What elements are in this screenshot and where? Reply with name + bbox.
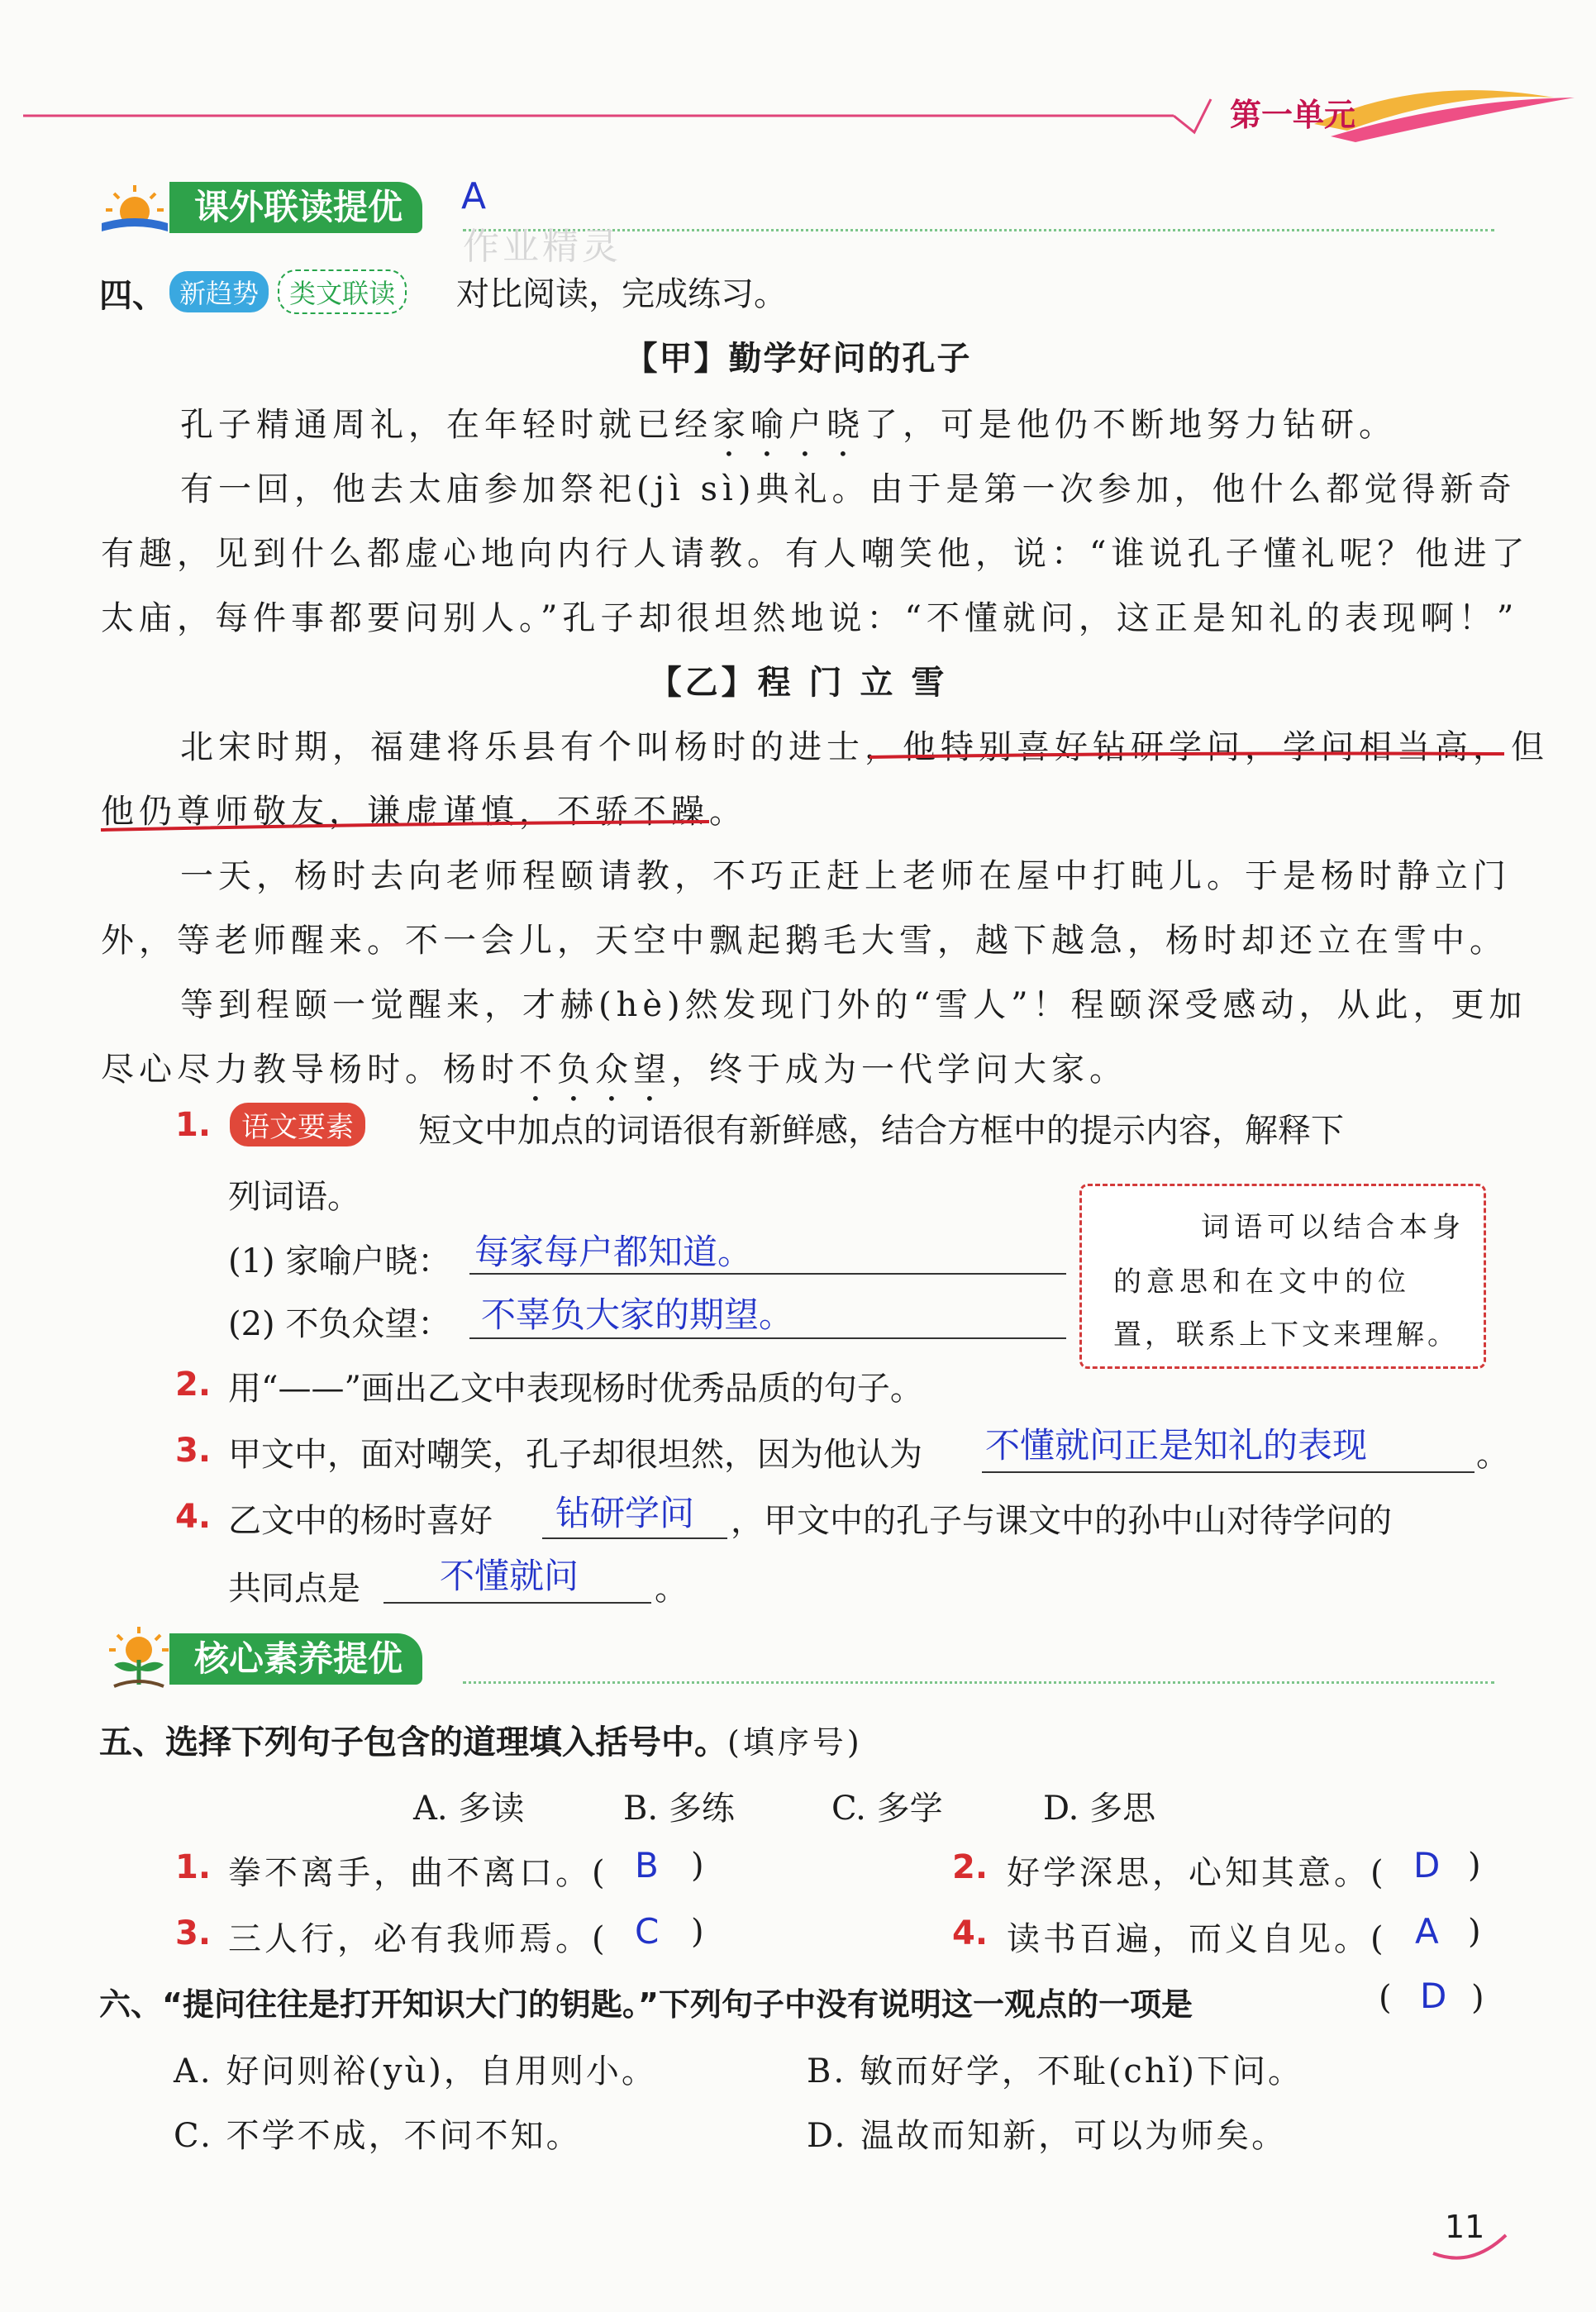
passage-b-paragraph-1-line-1: 北宋时期，福建将乐县有个叫杨时的进士，他特别喜好钻研学问，学问相当高，但	[180, 728, 1549, 766]
q6-option-b: B. 敏而好学，不耻(chǐ)下问。	[807, 2052, 1303, 2090]
passage-b-paragraph-2-line-2: 外，等老师醒来。不一会儿，天空中飘起鹅毛大雪，越下越急，杨时却还立在雪中。	[101, 922, 1508, 960]
passage-a-paragraph-2-line-1: 有一回，他去太庙参加祭祀(jì sì)典礼。由于是第一次参加，他什么都觉得新奇	[180, 470, 1517, 508]
item-2-label: (2) 不负众望：	[228, 1305, 451, 1343]
passage-a-paragraph-1: 孔子精通周礼，在年轻时就已经家喻户晓了，可是他仍不断地努力钻研。	[180, 406, 1397, 444]
dotted-word-jiayuhuxiao: 家喻户晓	[712, 406, 865, 444]
hint-line-3: 置，联系上下文来理解。	[1113, 1318, 1459, 1351]
section-banner-core-literacy: 核心素养提优	[169, 1633, 422, 1685]
subquestion-4-text-a: 乙文中的杨时喜好	[228, 1502, 493, 1540]
passage-a-paragraph-2-line-3: 太庙，每件事都要问别人。”孔子却很坦然地说：“不懂就问，这正是知礼的表现啊！”	[101, 599, 1519, 637]
subquestion-1-text-line-1: 短文中加点的词语很有新鲜感，结合方框中的提示内容，解释下	[418, 1112, 1344, 1150]
subquestion-2-text: 用“——”画出乙文中表现杨时优秀品质的句子。	[228, 1370, 923, 1408]
underlined-sentence-part-2: 他仍尊师敬友，谦虚谨慎，不骄不躁。	[101, 793, 747, 831]
answer-line-4a	[542, 1537, 727, 1539]
q6-open-paren: (	[1379, 1979, 1392, 2017]
passage-a-title: 【甲】勤学好问的孔子	[624, 339, 972, 378]
sprout-icon	[106, 1627, 172, 1688]
passage-b-paragraph-3-line-1: 等到程颐一觉醒来，才赫(hè)然发现门外的“雪人”！程颐深受感动，从此，更加	[180, 986, 1527, 1024]
answer-bufuzhongwang[interactable]: 不辜负大家的期望。	[481, 1294, 794, 1335]
subquestion-3-text: 甲文中，面对嘲笑，孔子却很坦然，因为他认为	[228, 1436, 922, 1474]
passage-b-title: 【乙】程 门 立 雪	[648, 663, 948, 702]
q5-item-1-text: 拳不离手，曲不离口。(	[228, 1854, 608, 1892]
answer-line-2	[469, 1337, 1066, 1339]
subquestion-3-number: 3.	[175, 1432, 212, 1470]
question-4-prompt: 对比阅读，完成练习。	[456, 275, 787, 313]
header-decoration	[0, 0, 1596, 157]
passage-b-paragraph-3-line-2: 尽心尽力教导杨时。杨时不负众望，终于成为一代学问大家。	[101, 1051, 1127, 1089]
answer-q3[interactable]: 不懂就问正是知礼的表现	[985, 1425, 1368, 1466]
hint-line-1: 词语可以结合本身	[1201, 1211, 1465, 1244]
q6-option-c: C. 不学不成，不问不知。	[174, 2117, 582, 2155]
q6-answer[interactable]: D	[1420, 1976, 1447, 2016]
subquestion-1-text-line-2: 列词语。	[228, 1178, 360, 1216]
section-divider-2	[463, 1681, 1494, 1684]
q6-option-d: D. 温故而知新，可以为师矣。	[807, 2117, 1288, 2155]
hint-line-2: 的意思和在文中的位	[1113, 1266, 1411, 1299]
q5-item-4-number: 4.	[952, 1914, 989, 1952]
q5-option-a: A. 多读	[413, 1790, 525, 1828]
subquestion-4-number: 4.	[175, 1498, 212, 1536]
answer-line-4b	[384, 1602, 651, 1604]
subquestion-4-end: 。	[655, 1570, 688, 1608]
q5-item-2-close: )	[1468, 1847, 1481, 1885]
q6-option-a: A. 好问则裕(yù)，自用则小。	[174, 2052, 657, 2090]
q5-item-1-close: )	[691, 1847, 704, 1885]
underlined-sentence-part-1: 他特别喜好钻研学问，学问相当高，但	[903, 728, 1549, 766]
red-underline-marks	[0, 744, 1596, 843]
answer-q4-b[interactable]: 不懂就问	[440, 1556, 579, 1596]
passage-a-paragraph-2-line-2: 有趣，见到什么都虚心地向内行人请教。有人嘲笑他，说：“谁说孔子懂礼呢？他进了	[101, 535, 1530, 573]
item-1-label: (1) 家喻户晓：	[228, 1242, 451, 1280]
q5-answer-4[interactable]: A	[1415, 1911, 1439, 1952]
unit-label: 第一单元	[1230, 97, 1356, 133]
question-5-title: 五、选择下列句子包含的道理填入括号中。(填序号)	[99, 1723, 863, 1761]
question-4-number: 四、	[99, 276, 165, 315]
dotted-word-bufuzhongwang: 不负众望	[519, 1051, 671, 1089]
answer-q4-a[interactable]: 钻研学问	[555, 1493, 695, 1533]
subquestion-4-text-c: 共同点是	[228, 1570, 360, 1608]
q5-option-b: B. 多练	[623, 1790, 735, 1828]
answer-line-3	[982, 1471, 1475, 1473]
sunrise-book-icon	[98, 180, 172, 238]
q5-item-3-number: 3.	[175, 1914, 212, 1952]
section-banner-reading: 课外联读提优	[169, 182, 422, 233]
tag-paired-reading: 类文联读	[278, 269, 407, 314]
answer-jiayuhuxiao[interactable]: 每家每户都知道。	[474, 1232, 753, 1272]
q5-item-3-close: )	[691, 1913, 704, 1951]
q5-answer-2[interactable]: D	[1413, 1845, 1441, 1885]
q5-answer-1[interactable]: B	[635, 1845, 659, 1885]
q5-answer-3[interactable]: C	[635, 1911, 660, 1952]
q5-item-4-text: 读书百遍，而义自见。(	[1007, 1920, 1387, 1958]
q5-option-c: C. 多学	[831, 1790, 943, 1828]
tag-new-trend: 新趋势	[169, 271, 269, 312]
q5-item-3-text: 三人行，必有我师焉。(	[228, 1920, 608, 1958]
q5-item-1-number: 1.	[175, 1848, 212, 1886]
subquestion-1-number: 1.	[175, 1106, 212, 1144]
page-number: 11	[1445, 2209, 1485, 2245]
hint-box	[1079, 1184, 1486, 1369]
q6-close-paren: )	[1471, 1979, 1484, 2017]
q5-option-d: D. 多思	[1043, 1790, 1156, 1828]
grade-mark: A	[461, 175, 487, 217]
subquestion-2-number: 2.	[175, 1366, 212, 1404]
subquestion-4-text-b: ，甲文中的孔子与课文中的孙中山对待学问的	[731, 1502, 1392, 1540]
tag-language-element: 语文要素	[230, 1103, 365, 1146]
passage-b-paragraph-2-line-1: 一天，杨时去向老师程颐请教，不巧正赶上老师在屋中打盹儿。于是杨时静立门	[180, 857, 1511, 895]
question-6-title: 六、“提问往往是打开知识大门的钥匙。”下列句子中没有说明这一观点的一项是	[99, 1986, 1193, 2023]
q5-item-4-close: )	[1468, 1913, 1481, 1951]
q5-item-2-number: 2.	[952, 1848, 989, 1886]
watermark: 作业精灵	[463, 226, 622, 268]
subquestion-3-end: 。	[1476, 1436, 1509, 1474]
question-4-tags	[169, 269, 407, 314]
page-number-swoosh	[1430, 2232, 1513, 2265]
q5-item-2-text: 好学深思，心知其意。(	[1007, 1854, 1387, 1892]
